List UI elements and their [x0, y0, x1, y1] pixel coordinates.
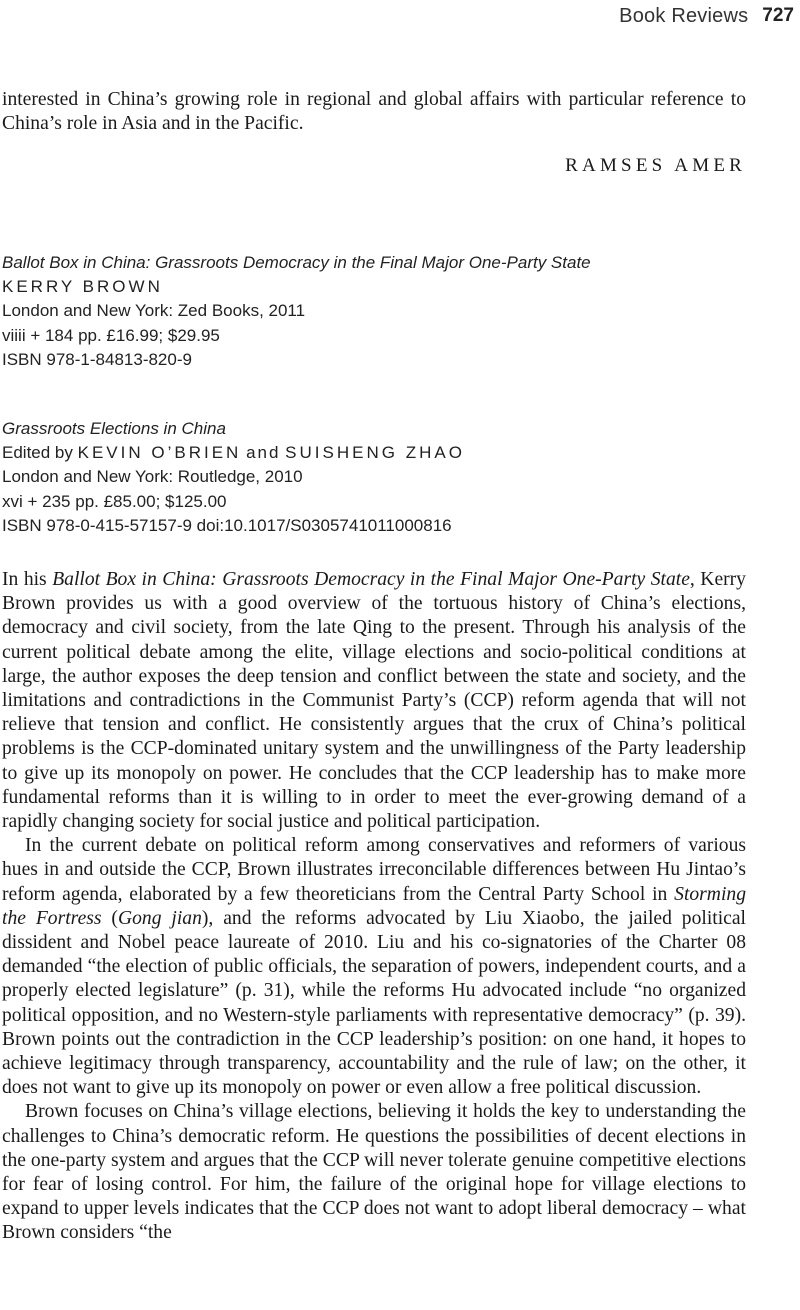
book1-isbn: ISBN 978-1-84813-820-9 [2, 349, 192, 369]
book1-title-ref: Ballot Box in China: Grassroots Democracy in the Final Major One-Party State [52, 569, 690, 590]
section-title: Book Reviews [619, 4, 749, 27]
edited-by-label: Edited by [2, 443, 73, 463]
book2-entry [2, 417, 762, 538]
previous-review-closing [2, 88, 746, 136]
book2-editor1: KEVIN O’BRIEN [77, 443, 242, 463]
previous-review-text: interested in China’s growing role in regional and global affairs with particular reference to China’s role in Asia and in the Pacific. [2, 89, 746, 135]
reviewer-signature: RAMSES AMER [565, 155, 746, 176]
gong-jian-title: Gong jian [117, 907, 202, 929]
review-paragraph-3: Brown focuses on China’s village elections, believing it holds the key to understanding the challenges to China’s democratic reform. He questions the possibilities of decent elections in the one-party system and argues that the CCP will never tolerate genuine competitive elections for fear of losing control. For him, the failure of the original hope for village elections to expand to upper levels indicates that the CCP does not want to adopt liberal democracy – what Brown considers “the [2, 1101, 746, 1244]
book2-editor2: SUISHENG ZHAO [285, 443, 465, 463]
book2-title: Grassroots Elections in China [2, 419, 226, 438]
book1-author: KERRY BROWN [2, 277, 163, 297]
book2-pages-price: xvi + 235 pp. £85.00; $125.00 [2, 491, 227, 511]
storming-fortress-title: Storming the Fortress [2, 883, 746, 929]
review-paragraph-1: In his Ballot Box in China: Grassroots Democracy in the Final Major One-Party State, Kerry Brown provides us with a good overview of the tortuous history of China’s elections, democracy and civil society, from the late Qing to the present. Through his analysis of the current political debate among the elite, village elections and socio-political conditions at large, the author exposes the deep tension and conflict between the state and society, and the limitations and contradictions in the Communist Party’s (CCP) reform agenda that will not relieve that tension and conflict. He consistently argues that the crux of China’s political problems is the CCP-dominated unitary system and the unwillingness of the Party leadership to give up its monopoly on power. He concludes that the CCP leadership has to make more fundamental reforms than it is willing to in order to meet the ever-growing demand of a rapidly changing society for social justice and political participation. [2, 569, 746, 833]
book1-pages-price: viiii + 184 pp. £16.99; $29.95 [2, 325, 220, 345]
book2-publisher: London and New York: Routledge, 2010 [2, 467, 303, 487]
book2-isbn-doi: ISBN 978-0-415-57157-9 doi:10.1017/S0305741011000816 [2, 515, 452, 535]
page-number: 727 [762, 5, 794, 26]
review-body [2, 568, 746, 1246]
book1-publisher: London and New York: Zed Books, 2011 [2, 301, 306, 321]
review-paragraph-2: In the current debate on political reform among conservatives and reformers of various hues in and outside the CCP, Brown illustrates irreconcilable differences between Hu Jintao’s reform agenda, elaborated by a few theoreticians from the Central Party School in Storming the Fortress (Gong jian), and the reforms advocated by Liu Xiaobo, the jailed political dissident and Nobel peace laureate of 2010. Liu and his co-signatories of the Charter 08 demanded “the election of public officials, the separation of powers, independent courts, and a properly elected legislature” (p. 31), while the reforms Hu advocated include “no organized political opposition, and no Western-style parliaments with representative democracy” (p. 39). Brown points out the contradiction in the CCP leadership’s position: on one hand, it hopes to achieve legitimacy through transparency, accountability and the rule of law; on the other, it does not want to give up its monopoly on power or even allow a free political discussion. [2, 835, 747, 1099]
book1-title: Ballot Box in China: Grassroots Democracy in the Final Major One-Party State [2, 253, 591, 272]
and-label: and [246, 443, 281, 463]
book1-entry [2, 251, 762, 372]
book2-editors [2, 441, 762, 465]
running-header [0, 0, 800, 32]
